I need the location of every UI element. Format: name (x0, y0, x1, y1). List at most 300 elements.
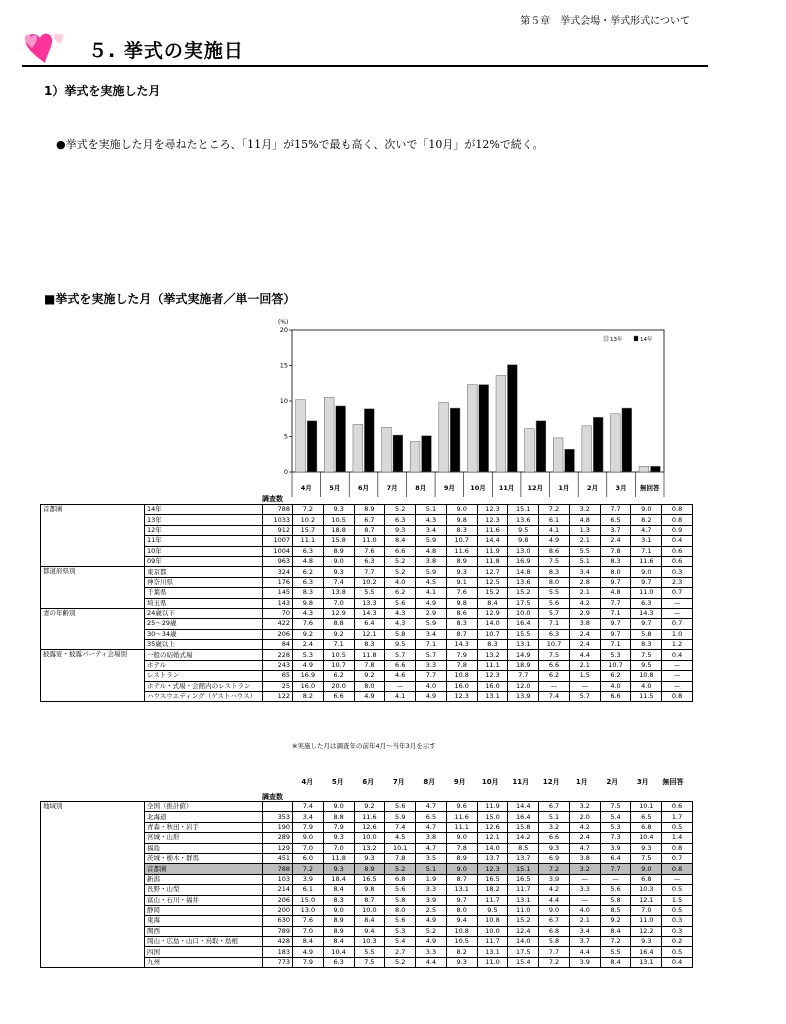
row-label: 関西 (145, 926, 263, 936)
value-cell: 0.6 (662, 802, 693, 812)
value-cell: 5.1 (416, 864, 447, 874)
value-cell: 6.7 (539, 802, 570, 812)
value-cell: 4.3 (385, 619, 416, 629)
table-by-region (40, 801, 693, 968)
value-cell: 4.4 (416, 957, 447, 967)
sample-size: 324 (263, 567, 293, 577)
value-cell: 12.2 (631, 926, 662, 936)
value-cell: 8.7 (446, 629, 477, 639)
value-cell: 1.7 (662, 812, 693, 822)
value-cell: 18.2 (477, 885, 508, 895)
value-cell: 6.7 (539, 916, 570, 926)
value-cell: 9.7 (631, 577, 662, 587)
row-label: 14年 (145, 505, 263, 515)
value-cell: 6.2 (385, 588, 416, 598)
group-label: 都道府県別 (41, 567, 145, 609)
value-cell: 6.4 (354, 619, 385, 629)
value-cell: 2.9 (416, 608, 447, 618)
value-cell: 6.9 (539, 853, 570, 863)
month-header: 無回答 (662, 778, 684, 786)
value-cell: 8.4 (600, 957, 631, 967)
value-cell: 5.2 (385, 864, 416, 874)
value-cell: 6.4 (600, 853, 631, 863)
row-label: ホテル・式場・会館内のレストラン (145, 681, 263, 691)
value-cell: 5.6 (385, 598, 416, 608)
bar-14年-10月 (479, 385, 489, 472)
sample-size: 25 (263, 681, 293, 691)
value-cell: 11.0 (631, 588, 662, 598)
bar-14年-4月 (307, 421, 317, 472)
y-tick-label: 15 (279, 361, 288, 370)
value-cell: 7.8 (600, 546, 631, 556)
value-cell: 16.5 (477, 874, 508, 884)
table-by-segment (40, 504, 693, 702)
value-cell: 8.3 (600, 556, 631, 566)
value-cell: 3.3 (569, 885, 600, 895)
hearts-icon (22, 30, 68, 66)
row-label: 北海道 (145, 812, 263, 822)
value-cell: 4.4 (569, 947, 600, 957)
value-cell: 4.4 (539, 895, 570, 905)
value-cell: 6.3 (293, 577, 324, 587)
value-cell: 6.6 (600, 692, 631, 702)
bar-14年-12月 (536, 421, 546, 472)
row-label: 25～29歳 (145, 619, 263, 629)
value-cell: 6.1 (293, 885, 324, 895)
value-cell: 3.4 (293, 812, 324, 822)
value-cell: 13.6 (508, 577, 539, 587)
value-cell: 8.9 (323, 926, 354, 936)
value-cell: 3.7 (600, 525, 631, 535)
value-cell: 10.5 (323, 515, 354, 525)
value-cell: 8.4 (600, 926, 631, 936)
sample-size: 70 (263, 608, 293, 618)
value-cell: 3.5 (416, 853, 447, 863)
row-label: 富山・石川・福井 (145, 895, 263, 905)
value-cell: 9.0 (446, 864, 477, 874)
value-cell: 7.9 (323, 822, 354, 832)
value-cell: 4.0 (385, 577, 416, 587)
value-cell: 15.4 (508, 957, 539, 967)
value-cell: 2.8 (569, 577, 600, 587)
value-cell: 8.3 (354, 640, 385, 650)
value-cell: 2.5 (416, 905, 447, 915)
value-cell: 6.5 (631, 812, 662, 822)
value-cell: 17.5 (508, 947, 539, 957)
value-cell: 4.7 (569, 843, 600, 853)
value-cell: — (662, 681, 693, 691)
value-cell: 7.8 (385, 853, 416, 863)
value-cell: 10.7 (477, 629, 508, 639)
value-cell: 8.3 (323, 895, 354, 905)
value-cell: 9.2 (323, 629, 354, 639)
value-cell: 9.0 (539, 905, 570, 915)
value-cell: 7.1 (539, 619, 570, 629)
sample-size: 451 (263, 853, 293, 863)
value-cell: 3.8 (416, 833, 447, 843)
sample-size: 122 (263, 692, 293, 702)
x-tick-label: 3月 (615, 484, 627, 492)
value-cell: 7.7 (354, 567, 385, 577)
value-cell: 13.2 (477, 650, 508, 660)
footnote: ※実施した月は調査年の前年4月～当年3月を示す (292, 742, 436, 750)
value-cell: 6.3 (631, 598, 662, 608)
value-cell: 0.8 (662, 515, 693, 525)
row-label: 一般の結婚式場 (145, 650, 263, 660)
value-cell: 11.7 (477, 895, 508, 905)
value-cell: 0.5 (662, 885, 693, 895)
value-cell: 2.3 (662, 577, 693, 587)
x-tick-label: 5月 (329, 484, 341, 492)
sample-size: 228 (263, 650, 293, 660)
value-cell: 14.2 (508, 833, 539, 843)
value-cell: 4.7 (416, 843, 447, 853)
value-cell: 7.0 (323, 843, 354, 853)
value-cell: 11.0 (477, 957, 508, 967)
value-cell: 0.5 (662, 947, 693, 957)
bar-14年-7月 (393, 435, 403, 472)
legend-swatch (604, 336, 608, 341)
value-cell: 8.3 (631, 640, 662, 650)
value-cell: 12.1 (631, 895, 662, 905)
row-label: 東海 (145, 916, 263, 926)
value-cell: 5.6 (539, 598, 570, 608)
value-cell: 12.3 (477, 505, 508, 515)
bar-13年-5月 (324, 397, 334, 472)
value-cell: 4.2 (569, 598, 600, 608)
value-cell: 7.3 (600, 833, 631, 843)
value-cell: 8.4 (323, 937, 354, 947)
value-cell: 17.5 (508, 598, 539, 608)
value-cell: 10.0 (508, 608, 539, 618)
value-cell: 5.5 (354, 947, 385, 957)
section-title: ５. 挙式の実施日 (88, 40, 244, 62)
value-cell: 8.0 (446, 905, 477, 915)
bar-13年-無回答 (639, 466, 649, 472)
value-cell: 11.6 (354, 812, 385, 822)
value-cell: 6.2 (293, 567, 324, 577)
value-cell: 9.3 (323, 567, 354, 577)
value-cell: 11.0 (631, 916, 662, 926)
value-cell: 12.1 (354, 629, 385, 639)
value-cell: 15.5 (508, 629, 539, 639)
value-cell: 6.3 (354, 556, 385, 566)
month-header: 12月 (542, 778, 560, 786)
value-cell: 4.0 (600, 681, 631, 691)
value-cell: 18.4 (323, 874, 354, 884)
value-cell: 8.7 (354, 525, 385, 535)
x-tick-label: 6月 (358, 484, 370, 492)
value-cell: 4.0 (416, 681, 447, 691)
value-cell: 4.1 (416, 588, 447, 598)
value-cell: 4.9 (354, 692, 385, 702)
value-cell: 3.3 (416, 947, 447, 957)
bar-14年-1月 (565, 449, 575, 472)
value-cell: 7.7 (600, 598, 631, 608)
bar-13年-8月 (410, 441, 420, 472)
bar-chart (240, 312, 700, 497)
sample-size: 289 (263, 833, 293, 843)
value-cell: 7.5 (354, 957, 385, 967)
bar-14年-3月 (622, 408, 632, 472)
value-cell: 3.9 (416, 895, 447, 905)
value-cell: 5.6 (600, 885, 631, 895)
value-cell: 13.7 (477, 853, 508, 863)
sample-size: 789 (263, 926, 293, 936)
value-cell: 7.7 (600, 505, 631, 515)
sample-size: 243 (263, 660, 293, 670)
value-cell: 10.4 (323, 947, 354, 957)
month-header: 7月 (392, 778, 405, 786)
value-cell: 11.8 (477, 556, 508, 566)
value-cell: 9.0 (631, 567, 662, 577)
value-cell: 1.0 (662, 629, 693, 639)
n-header-2: 調査数 (262, 793, 283, 801)
value-cell: 9.8 (354, 885, 385, 895)
value-cell: 5.1 (539, 812, 570, 822)
section-divider (22, 65, 708, 67)
value-cell: 8.5 (600, 905, 631, 915)
value-cell: 7.0 (323, 598, 354, 608)
value-cell: 1.5 (662, 895, 693, 905)
value-cell: 7.0 (293, 843, 324, 853)
value-cell: 6.8 (631, 822, 662, 832)
month-header: 10月 (481, 778, 499, 786)
value-cell: 9.3 (539, 843, 570, 853)
value-cell: 6.2 (539, 671, 570, 681)
value-cell: 3.2 (539, 822, 570, 832)
value-cell: 4.6 (385, 671, 416, 681)
value-cell: 9.2 (293, 629, 324, 639)
value-cell: 7.5 (539, 650, 570, 660)
value-cell: 8.3 (477, 640, 508, 650)
value-cell: 9.0 (323, 802, 354, 812)
value-cell: 2.4 (569, 640, 600, 650)
value-cell: 4.2 (569, 822, 600, 832)
value-cell: 10.7 (539, 640, 570, 650)
value-cell: 15.1 (508, 505, 539, 515)
x-tick-label: 4月 (300, 484, 312, 492)
row-label: 13年 (145, 515, 263, 525)
value-cell: 7.8 (446, 660, 477, 670)
value-cell: 16.4 (508, 812, 539, 822)
value-cell: 9.0 (323, 556, 354, 566)
value-cell: 10.0 (477, 926, 508, 936)
value-cell: 6.6 (385, 660, 416, 670)
value-cell: 13.3 (354, 598, 385, 608)
month-header: 6月 (362, 778, 375, 786)
value-cell: 1.5 (569, 671, 600, 681)
value-cell: 7.8 (446, 843, 477, 853)
value-cell: 13.0 (508, 546, 539, 556)
row-label: 静岡 (145, 905, 263, 915)
row-label: 東京都 (145, 567, 263, 577)
value-cell: 3.3 (416, 885, 447, 895)
x-tick-label: 2月 (586, 484, 598, 492)
value-cell: 4.8 (416, 546, 447, 556)
table-row (41, 608, 693, 618)
value-cell: 12.3 (477, 864, 508, 874)
value-cell: 2.4 (293, 640, 324, 650)
value-cell: 5.5 (600, 947, 631, 957)
value-cell: 14.3 (446, 640, 477, 650)
value-cell: 3.9 (293, 874, 324, 884)
value-cell: 11.8 (354, 650, 385, 660)
value-cell: 11.8 (323, 853, 354, 863)
value-cell: 5.5 (539, 588, 570, 598)
value-cell: 13.1 (508, 640, 539, 650)
legend-label: 13年 (610, 337, 623, 343)
value-cell: 8.0 (600, 567, 631, 577)
value-cell: 9.5 (631, 660, 662, 670)
value-cell: 5.7 (569, 692, 600, 702)
value-cell: 15.0 (477, 812, 508, 822)
value-cell: 0.4 (662, 650, 693, 660)
value-cell: 13.6 (508, 515, 539, 525)
value-cell: 5.5 (354, 588, 385, 598)
month-header: 2月 (606, 778, 619, 786)
value-cell: 10.2 (293, 515, 324, 525)
row-label: 新潟 (145, 874, 263, 884)
value-cell: 11.7 (477, 937, 508, 947)
bar-13年-7月 (382, 427, 392, 472)
value-cell: 7.6 (293, 916, 324, 926)
value-cell: 4.8 (293, 556, 324, 566)
x-tick-label: 9月 (443, 484, 455, 492)
value-cell: 8.9 (354, 864, 385, 874)
sample-size: 103 (263, 874, 293, 884)
sample-size: 630 (263, 916, 293, 926)
value-cell: 5.8 (631, 629, 662, 639)
value-cell: 2.4 (569, 833, 600, 843)
month-header: 3月 (636, 778, 649, 786)
sample-size: 143 (263, 598, 293, 608)
value-cell: 5.2 (385, 957, 416, 967)
value-cell: 0.5 (662, 822, 693, 832)
bar-14年-5月 (336, 406, 346, 472)
value-cell: 4.3 (385, 608, 416, 618)
value-cell: 12.7 (477, 567, 508, 577)
value-cell: 3.2 (569, 864, 600, 874)
value-cell: 7.5 (600, 802, 631, 812)
value-cell: 5.7 (385, 650, 416, 660)
value-cell: 7.2 (539, 505, 570, 515)
value-cell: 5.8 (385, 895, 416, 905)
value-cell: 4.4 (569, 650, 600, 660)
value-cell: 7.2 (293, 505, 324, 515)
value-cell: 8.2 (446, 947, 477, 957)
value-cell: 7.5 (539, 556, 570, 566)
value-cell: 6.2 (600, 671, 631, 681)
row-label: 茨城・栃木・群馬 (145, 853, 263, 863)
value-cell: 5.2 (416, 926, 447, 936)
value-cell: 8.4 (293, 937, 324, 947)
value-cell: 5.3 (600, 822, 631, 832)
month-header: 5月 (331, 778, 344, 786)
value-cell: 8.0 (385, 905, 416, 915)
row-label: 四国 (145, 947, 263, 957)
value-cell: 9.4 (446, 916, 477, 926)
value-cell: 10.0 (354, 833, 385, 843)
month-header-row (292, 777, 688, 787)
sample-size: 200 (263, 905, 293, 915)
value-cell: 12.3 (477, 515, 508, 525)
value-cell: 0.8 (662, 864, 693, 874)
table-row (41, 802, 693, 812)
value-cell: 10.1 (385, 843, 416, 853)
value-cell: 3.4 (569, 567, 600, 577)
value-cell: 8.3 (446, 525, 477, 535)
value-cell: 10.7 (600, 660, 631, 670)
value-cell: 0.5 (662, 905, 693, 915)
value-cell: 7.7 (539, 947, 570, 957)
value-cell: 6.2 (323, 671, 354, 681)
row-label: 九州 (145, 957, 263, 967)
value-cell: 3.4 (416, 629, 447, 639)
table-row (41, 650, 693, 660)
value-cell: 9.8 (446, 598, 477, 608)
bar-13年-12月 (525, 429, 535, 472)
group-label: 披露宴・披露パーティ会場別 (41, 650, 145, 702)
plot-frame (292, 330, 664, 472)
value-cell: — (569, 681, 600, 691)
value-cell: 7.6 (354, 546, 385, 556)
value-cell: 7.2 (600, 937, 631, 947)
value-cell: 7.5 (631, 650, 662, 660)
x-tick-label: 1月 (558, 484, 570, 492)
value-cell: — (662, 671, 693, 681)
value-cell: 9.3 (631, 843, 662, 853)
value-cell: 6.8 (539, 926, 570, 936)
value-cell: 11.7 (508, 885, 539, 895)
value-cell: 13.2 (354, 843, 385, 853)
value-cell: — (569, 874, 600, 884)
sample-size: 206 (263, 629, 293, 639)
value-cell: 5.9 (385, 812, 416, 822)
value-cell: 13.9 (508, 692, 539, 702)
value-cell: 16.5 (354, 874, 385, 884)
value-cell: 1.3 (569, 525, 600, 535)
row-label: 10年 (145, 546, 263, 556)
value-cell: 0.8 (662, 692, 693, 702)
value-cell: 4.8 (600, 588, 631, 598)
chart-title: ■挙式を実施した月（挙式実施者／単一回答） (44, 292, 296, 306)
value-cell: 12.9 (477, 608, 508, 618)
value-cell: 8.7 (446, 874, 477, 884)
value-cell: 10.8 (477, 916, 508, 926)
value-cell: 7.0 (293, 926, 324, 936)
value-cell: 5.8 (539, 937, 570, 947)
row-label: 11年 (145, 536, 263, 546)
sample-size: 963 (263, 556, 293, 566)
value-cell: 4.0 (569, 905, 600, 915)
row-label: 埼玉県 (145, 598, 263, 608)
value-cell: 15.7 (293, 525, 324, 535)
value-cell: 9.3 (385, 525, 416, 535)
value-cell: 10.5 (446, 937, 477, 947)
n-header-1: 調査数 (262, 495, 283, 503)
value-cell: — (662, 598, 693, 608)
value-cell: 8.3 (539, 567, 570, 577)
value-cell: 15.2 (477, 588, 508, 598)
row-label: 長野・山梨 (145, 885, 263, 895)
row-label: ハウスウエディング（ゲストハウス） (145, 692, 263, 702)
value-cell: 8.4 (354, 916, 385, 926)
value-cell: 0.6 (662, 556, 693, 566)
value-cell: 2.1 (569, 660, 600, 670)
bar-13年-2月 (582, 426, 592, 472)
sample-size: 183 (263, 947, 293, 957)
